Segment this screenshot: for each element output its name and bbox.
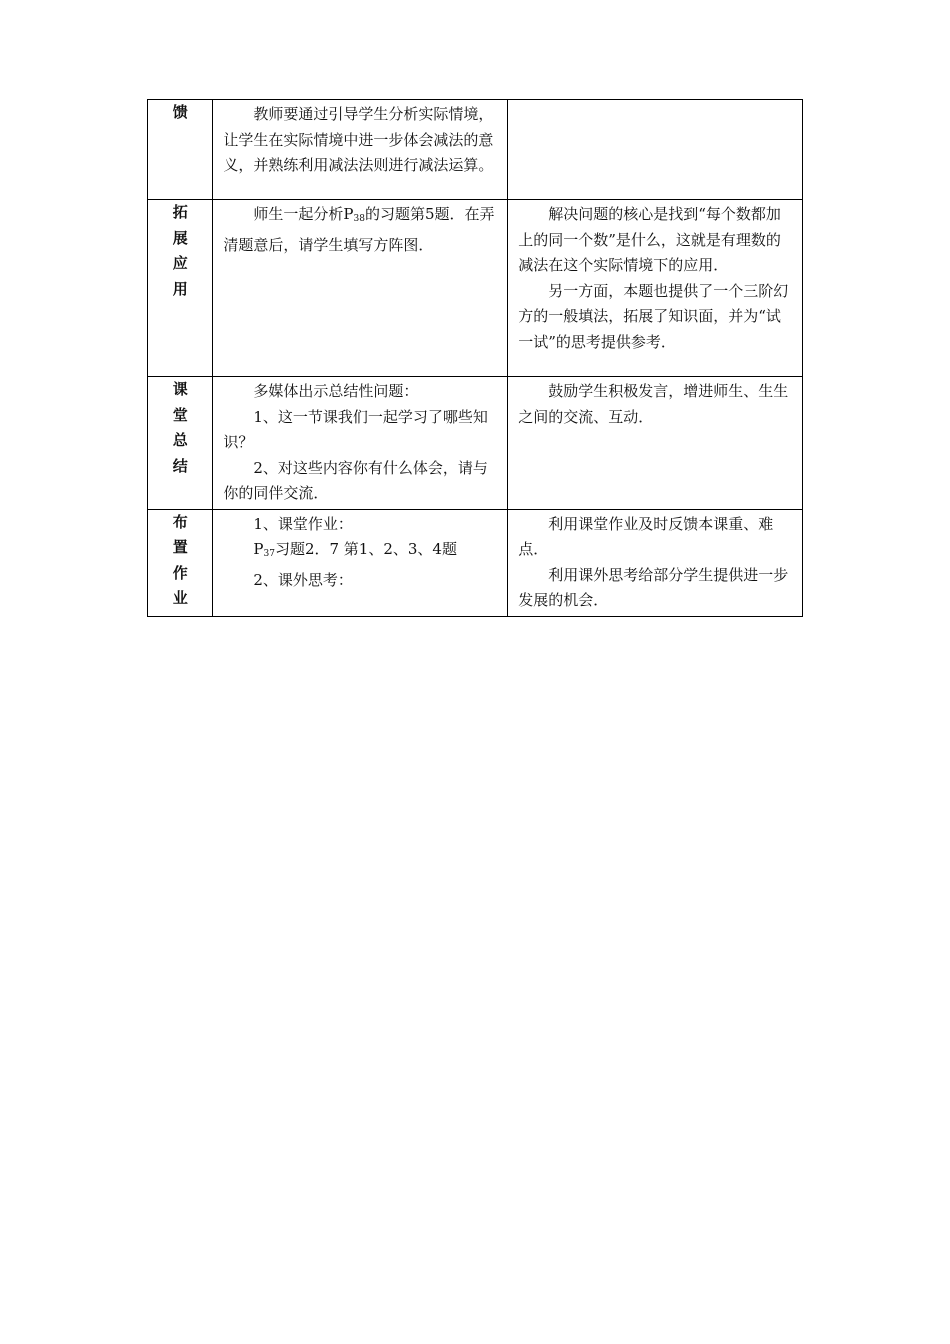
table-row-summary bbox=[148, 377, 803, 510]
stage-char: 堂 bbox=[172, 405, 188, 424]
stage-char: 结 bbox=[172, 456, 188, 475]
design-paragraph: 利用课堂作业及时反馈本课重、难点． bbox=[518, 514, 774, 558]
table-row-extension bbox=[148, 200, 803, 377]
teacher-activity-cell bbox=[213, 200, 508, 377]
stage-char: 展 bbox=[172, 228, 188, 247]
teacher-paragraph: 2、对这些内容你有什么体会，请与你的同伴交流． bbox=[223, 458, 488, 502]
stage-char: 课 bbox=[172, 380, 188, 398]
stage-char: 业 bbox=[172, 589, 188, 607]
teacher-paragraph: 1、这一节课我们一起学习了哪些知识？ bbox=[223, 407, 488, 451]
design-intent-cell bbox=[508, 100, 803, 200]
design-paragraph: 利用课外思考给部分学生提供进一步发展的机会． bbox=[518, 565, 789, 609]
stage-char: 总 bbox=[172, 431, 188, 449]
teacher-paragraph: 2、课外思考： bbox=[253, 570, 353, 589]
teacher-paragraph: 多媒体出示总结性问题： bbox=[253, 382, 419, 400]
stage-char: 作 bbox=[172, 563, 188, 582]
design-paragraph: 另一方面，本题也提供了一个三阶幻方的一般填法，拓展了知识面，并为“试一试”的思考提供参考． bbox=[518, 281, 789, 351]
teacher-activity-cell bbox=[213, 509, 508, 616]
teacher-paragraph: 1、课堂作业： bbox=[253, 514, 353, 533]
table-row-homework bbox=[148, 509, 803, 616]
stage-cell-feedback bbox=[148, 100, 213, 200]
stage-char: 拓 bbox=[172, 203, 188, 221]
design-intent-cell bbox=[508, 377, 803, 510]
stage-cell-summary bbox=[148, 377, 213, 510]
stage-cell-extension bbox=[148, 200, 213, 377]
stage-char: 布 bbox=[172, 512, 188, 531]
teacher-paragraph: 教师要通过引导学生分析实际情境，让学生在实际情境中进一步体会减法的意义，并熟练利用减法法则进行减法运算。 bbox=[223, 105, 494, 174]
teacher-activity-cell bbox=[213, 100, 508, 200]
teacher-activity-cell bbox=[213, 377, 508, 510]
table-row-feedback bbox=[148, 100, 803, 200]
design-paragraph: 鼓励学生积极发言，增进师生、生生之间的交流、互动． bbox=[518, 382, 789, 426]
design-paragraph: 解决问题的核心是找到“每个数都加上的同一个数”是什么，这就是有理数的减法在这个实际情境下的应用． bbox=[518, 205, 781, 274]
teacher-paragraph: $P_{37}$习题2．7 第1、2、3、4题 bbox=[253, 540, 457, 559]
design-intent-cell bbox=[508, 200, 803, 377]
stage-char: 馈 bbox=[172, 103, 188, 121]
stage-char: 置 bbox=[172, 538, 188, 556]
stage-char: 应 bbox=[172, 254, 188, 272]
lesson-plan-table bbox=[147, 99, 803, 617]
design-intent-cell bbox=[508, 509, 803, 616]
stage-cell-homework bbox=[148, 509, 213, 616]
stage-char: 用 bbox=[172, 279, 188, 298]
teacher-paragraph: 师生一起分析$P_{38}$的习题第5题．在弄清题意后，请学生填写方阵图． bbox=[223, 205, 495, 254]
